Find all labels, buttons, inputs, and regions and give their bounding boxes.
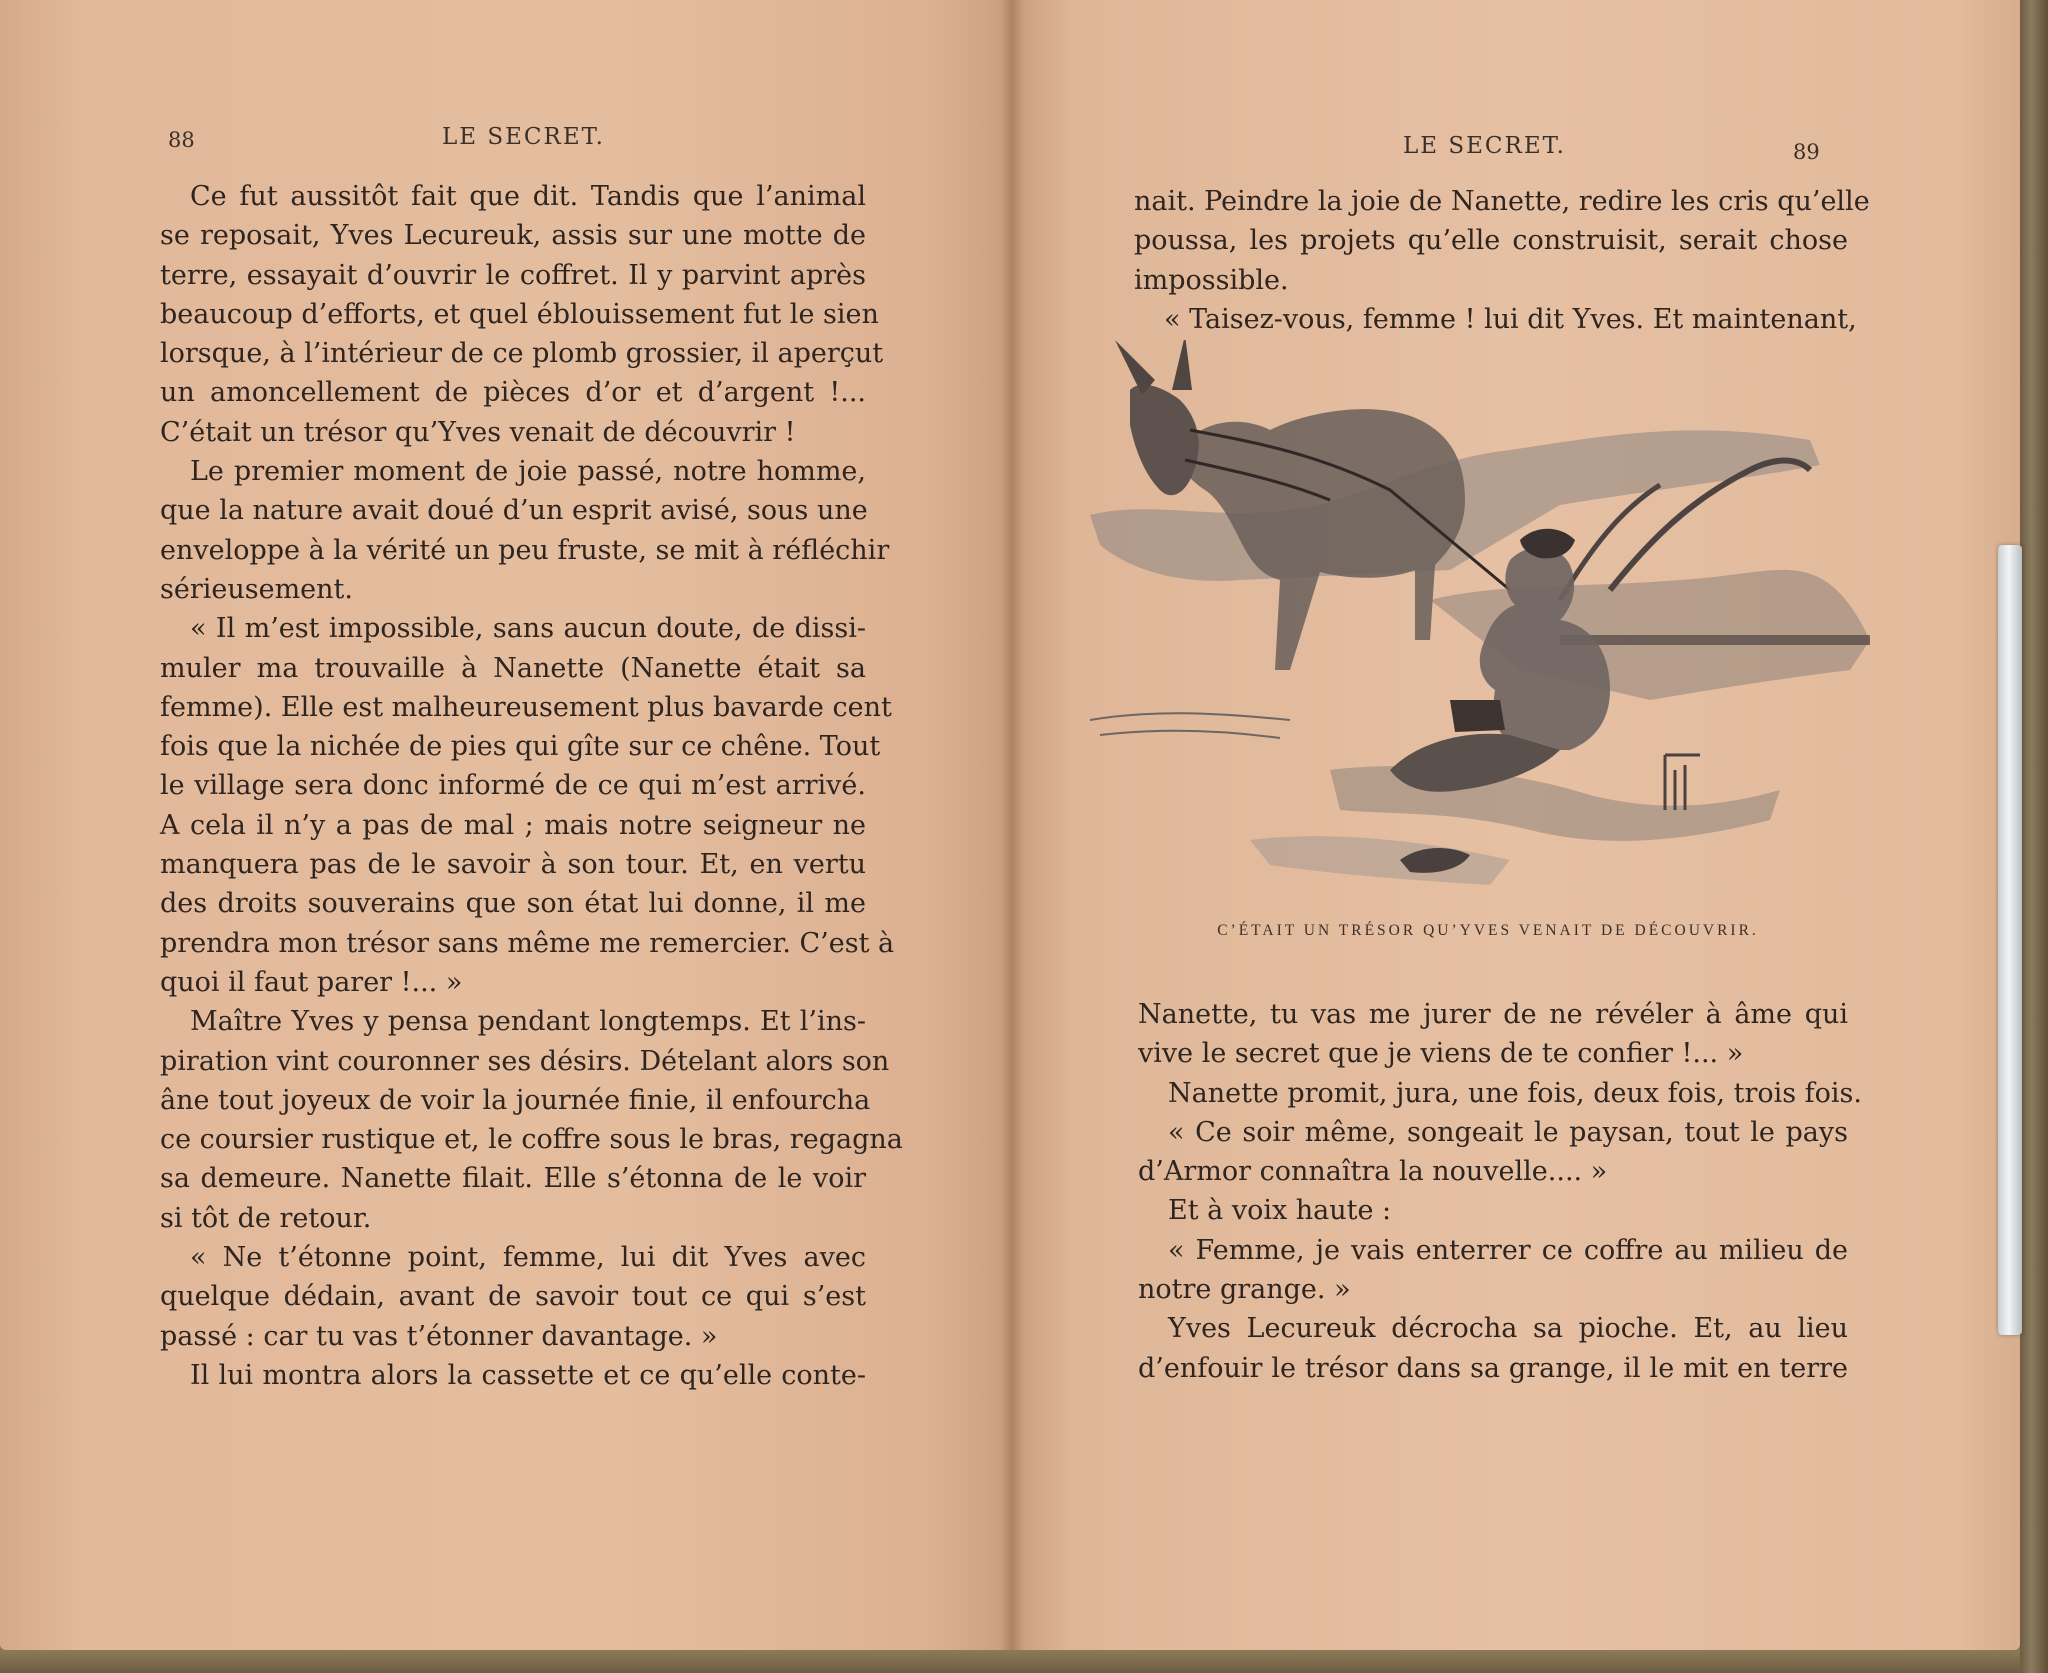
- text-line: « Ne t’étonne point, femme, lui dit Yves avec: [190, 1242, 866, 1274]
- running-head-left: LE SECRET.: [442, 124, 605, 150]
- text-line: d’enfouir le trésor dans sa grange, il le mit en terre: [1138, 1352, 1848, 1384]
- text-line: muler ma trouvaille à Nanette (Nanette était sa: [160, 652, 866, 684]
- text-line: d’Armor connaîtra la nouvelle.... »: [1138, 1156, 1608, 1188]
- text-line: se reposait, Yves Lecureuk, assis sur une motte de: [160, 220, 866, 252]
- book-cover-edge: [2020, 0, 2048, 1673]
- text-line: Le premier moment de joie passé, notre homme,: [190, 456, 866, 488]
- left-page: [0, 0, 1012, 1650]
- text-line: âne tout joyeux de voir la journée finie, il enfourcha: [160, 1084, 871, 1116]
- text-line: manquera pas de le savoir à son tour. Et, en vertu: [160, 849, 866, 881]
- text-line: Ce fut aussitôt fait que dit. Tandis que l’animal: [190, 181, 866, 212]
- right-body-text-top: [1134, 182, 1870, 339]
- left-body-text: [160, 177, 903, 1395]
- text-line: C’était un trésor qu’Yves venait de découvrir !: [160, 416, 796, 448]
- text-line: quoi il faut parer !... »: [160, 966, 463, 998]
- text-line: prendra mon trésor sans même me remercier. C’est à: [160, 927, 895, 959]
- text-line: nait. Peindre la joie de Nanette, redire les cris qu’elle: [1134, 186, 1870, 217]
- text-line: piration vint couronner ses désirs. Dételant alors son: [160, 1045, 890, 1077]
- text-line: femme). Elle est malheureusement plus bavarde cent: [160, 691, 892, 723]
- text-line: « Ce soir même, songeait le paysan, tout le pays: [1168, 1116, 1848, 1148]
- text-line: Nanette promit, jura, une fois, deux fois, trois fois.: [1168, 1077, 1862, 1109]
- text-line: « Il m’est impossible, sans aucun doute, de dissi-: [190, 613, 866, 645]
- text-line: sa demeure. Nanette filait. Elle s’étonna de le voir: [160, 1163, 866, 1195]
- text-line: Maître Yves y pensa pendant longtemps. Et l’ins-: [190, 1006, 866, 1038]
- text-line: notre grange. »: [1138, 1274, 1351, 1306]
- text-line: si tôt de retour.: [160, 1202, 372, 1234]
- text-line: Yves Lecureuk décrocha sa pioche. Et, au lieu: [1168, 1313, 1848, 1345]
- text-line: passé : car tu vas t’étonner davantage. »: [160, 1320, 718, 1352]
- page-number-left: 88: [168, 128, 195, 152]
- text-line: fois que la nichée de pies qui gîte sur ce chêne. Tout: [160, 731, 881, 763]
- text-line: « Femme, je vais enterrer ce coffre au milieu de: [1168, 1234, 1848, 1266]
- text-line: Il lui montra alors la cassette et ce qu’elle conte-: [190, 1359, 866, 1391]
- text-line: quelque dédain, avant de savoir tout ce qui s’est: [160, 1281, 866, 1313]
- text-line: beaucoup d’efforts, et quel éblouissement fut le sien: [160, 298, 879, 330]
- text-line: enveloppe à la vérité un peu fruste, se mit à réfléchir: [160, 534, 890, 566]
- text-line: « Taisez-vous, femme ! lui dit Yves. Et maintenant,: [1164, 303, 1857, 335]
- text-line: poussa, les projets qu’elle construisit, serait chose: [1134, 225, 1848, 257]
- text-line: impossible.: [1134, 264, 1289, 296]
- text-line: Et à voix haute :: [1168, 1195, 1392, 1227]
- right-body-text-bottom: [1138, 995, 1862, 1388]
- text-line: que la nature avait doué d’un esprit avisé, sous une: [160, 495, 868, 527]
- text-line: lorsque, à l’intérieur de ce plomb grossier, il aperçut: [160, 338, 884, 370]
- running-head-right: LE SECRET.: [1403, 133, 1566, 159]
- book-gutter: [1000, 0, 1024, 1650]
- donkey-and-peasant-engraving-icon: [1090, 340, 1880, 910]
- text-line: terre, essayait d’ouvrir le coffret. Il y parvint après: [160, 259, 866, 291]
- text-line: ce coursier rustique et, le coffre sous le bras, regagna: [160, 1124, 903, 1156]
- text-line: Nanette, tu vas me jurer de ne révéler à âme qui: [1138, 999, 1848, 1030]
- page-tab-marker: [1998, 545, 2022, 1335]
- text-line: sérieusement.: [160, 573, 353, 605]
- text-line: un amoncellement de pièces d’or et d’argent !...: [160, 377, 866, 409]
- text-line: A cela il n’y a pas de mal ; mais notre seigneur ne: [160, 809, 866, 841]
- text-line: vive le secret que je viens de te confier !... »: [1138, 1038, 1744, 1070]
- page-number-right: 89: [1793, 140, 1820, 164]
- text-line: le village sera donc informé de ce qui m’est arrivé.: [160, 770, 866, 802]
- illustration-caption: C’ÉTAIT UN TRÉSOR QU’YVES VENAIT DE DÉCOUVRIR.: [1217, 922, 1759, 939]
- text-line: des droits souverains que son état lui donne, il me: [160, 888, 866, 920]
